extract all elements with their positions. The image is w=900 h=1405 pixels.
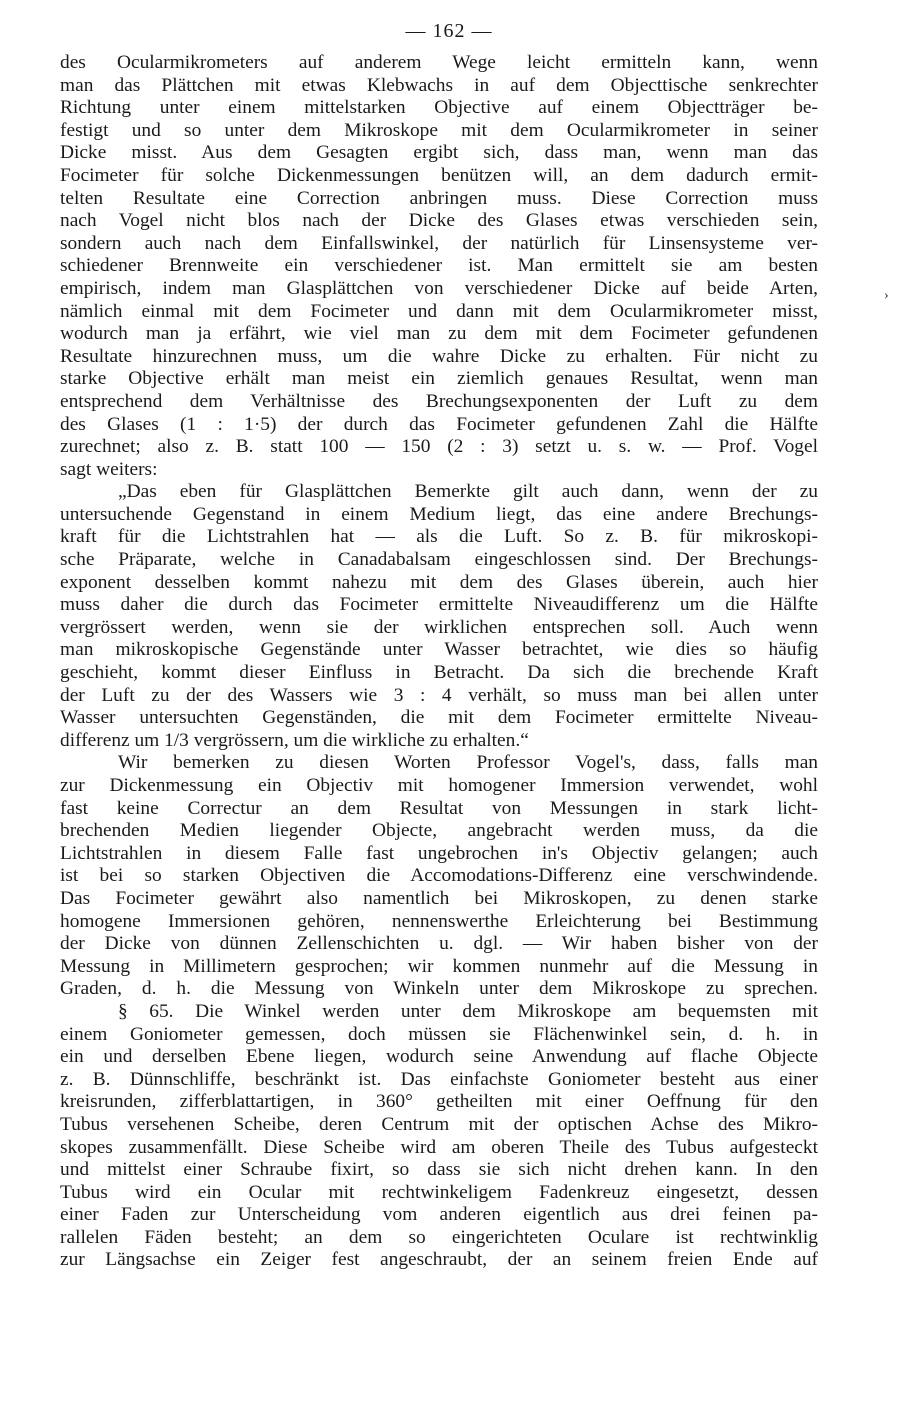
text-line: homogene Immersionen gehören, nennenswerthe Erleichterung bei Bestimmung — [60, 910, 818, 932]
text-line: z. B. Dünnschliffe, beschränkt ist. Das einfachste Goniometer besteht aus einer — [60, 1068, 818, 1090]
text-line: nämlich einmal mit dem Focimeter und dann mit dem Ocularmikrometer misst, — [60, 300, 818, 322]
text-line: geschieht, kommt dieser Einfluss in Betracht. Da sich die brechende Kraft — [60, 662, 818, 684]
text-line: Graden, d. h. die Messung von Winkeln unter dem Mikroskope zu sprechen. — [60, 978, 818, 1000]
text-line: sche Präparate, welche in Canadabalsam eingeschlossen sind. Der Brechungs- — [60, 549, 818, 571]
text-line: zurechnet; also z. B. statt 100 — 150 (2 : 3) setzt u. s. w. — Prof. Vogel — [60, 436, 818, 458]
text-line: der Luft zu der des Wassers wie 3 : 4 verhält, so muss man bei allen unter — [60, 684, 818, 706]
text-line: entsprechend dem Verhältnisse des Brechungsexponenten der Luft zu dem — [60, 390, 818, 412]
text-line: Richtung unter einem mittelstarken Objective auf einem Objectträger be- — [60, 97, 818, 119]
text-line: Lichtstrahlen in diesem Falle fast ungebrochen in's Objectiv gelangen; auch — [60, 842, 818, 864]
document-page — [60, 14, 818, 1272]
page-number: — 162 — — [405, 20, 493, 42]
margin-mark: › — [884, 288, 889, 303]
text-line: „Das eben für Glasplättchen Bemerkte gilt auch dann, wenn der zu — [118, 481, 818, 503]
text-line: des Ocularmikrometers auf anderem Wege leicht ermitteln kann, wenn — [60, 52, 818, 73]
text-line: sagt weiters: — [60, 458, 158, 480]
text-line: einem Goniometer gemessen, doch müssen sie Flächenwinkel sein, d. h. in — [60, 1023, 818, 1045]
text-line: starke Objective erhält man meist ein ziemlich genaues Resultat, wenn man — [60, 368, 818, 390]
text-line: festigt und so unter dem Mikroskope mit dem Ocularmikrometer in seiner — [60, 119, 818, 141]
text-line: muss daher die durch das Focimeter ermittelte Niveaudifferenz um die Hälfte — [60, 594, 818, 616]
text-line: ein und derselben Ebene liegen, wodurch seine Anwendung auf flache Objecte — [60, 1046, 818, 1068]
text-line: Wasser untersuchten Gegenständen, die mit dem Focimeter ermittelte Niveau- — [60, 707, 818, 729]
text-line: telten Resultate eine Correction anbringen muss. Diese Correction muss — [60, 187, 818, 209]
text-line: Das Focimeter gewährt also namentlich bei Mikroskopen, zu denen starke — [60, 887, 818, 909]
text-line: zur Dickenmessung ein Objectiv mit homogener Immersion verwendet, wohl — [60, 775, 818, 796]
text-line: Wir bemerken zu diesen Worten Professor Vogel's, dass, falls man — [118, 752, 818, 774]
text-line: schiedener Brennweite ein verschiedener ist. Man ermittelt sie am besten — [60, 255, 818, 277]
text-line: sondern auch nach dem Einfallswinkel, der natürlich für Linsensysteme ver- — [60, 232, 818, 254]
text-line: kreisrunden, zifferblattartigen, in 360° getheilten mit einer Oeffnung für den — [60, 1091, 818, 1113]
text-line: Tubus wird ein Ocular mit rechtwinkeligem Fadenkreuz eingesetzt, dessen — [60, 1181, 818, 1203]
text-line: Dicke misst. Aus dem Gesagten ergibt sich, dass man, wenn man das — [60, 142, 818, 164]
text-line: zur Längsachse ein Zeiger fest angeschraubt, der an seinem freien Ende auf — [60, 1249, 818, 1271]
text-line: Messung in Millimetern gesprochen; wir kommen nunmehr auf die Messung in — [60, 955, 818, 977]
text-line: § 65. Die Winkel werden unter dem Mikroskope am bequemsten mit — [118, 1000, 818, 1022]
text-line: nach Vogel nicht blos nach der Dicke des Glases etwas verschieden sein, — [60, 210, 818, 232]
text-line: exponent desselben kommt nahezu mit dem des Glases überein, auch hier — [60, 571, 818, 593]
text-line: man das Plättchen mit etwas Klebwachs in auf dem Objecttische senkrechter — [60, 74, 818, 96]
text-line: rallelen Fäden besteht; an dem so eingerichteten Oculare ist rechtwinklig — [60, 1226, 818, 1248]
text-line: ist bei so starken Objectiven die Accomodations-Differenz eine verschwindende. — [60, 865, 818, 887]
text-line: des Glases (1 : 1·5) der durch das Focimeter gefundenen Zahl die Hälfte — [60, 413, 818, 435]
text-line: fast keine Correctur an dem Resultat von Messungen in stark licht- — [60, 797, 818, 819]
text-line: der Dicke von dünnen Zellenschichten u. dgl. — Wir haben bisher von der — [60, 933, 818, 955]
text-line: Resultate hinzurechnen muss, um die wahre Dicke zu erhalten. Für nicht zu — [60, 345, 818, 367]
text-line: einer Faden zur Unterscheidung vom anderen eigentlich aus drei feinen pa- — [60, 1204, 818, 1226]
text-line: man mikroskopische Gegenstände unter Wasser betrachtet, wie dies so häufig — [60, 639, 818, 661]
text-line: empirisch, indem man Glasplättchen von verschiedener Dicke auf beide Arten, — [60, 277, 818, 299]
text-line: vergrössert werden, wenn sie der wirklichen entsprechen soll. Auch wenn — [60, 616, 818, 638]
text-line: Focimeter für solche Dickenmessungen benützen will, an dem dadurch ermit- — [60, 164, 818, 186]
text-line: kraft für die Lichtstrahlen hat — als die Luft. So z. B. für mikroskopi- — [60, 526, 818, 548]
text-line: Tubus versehenen Scheibe, deren Centrum mit der optischen Achse des Mikro- — [60, 1113, 818, 1135]
text-line: untersuchende Gegenstand in einem Medium liegt, das eine andere Brechungs- — [60, 503, 818, 525]
text-line: wodurch man ja erfährt, wie viel man zu dem mit dem Focimeter gefundenen — [60, 323, 818, 345]
text-line: skopes zusammenfällt. Diese Scheibe wird am oberen Theile des Tubus aufgesteckt — [60, 1136, 818, 1158]
text-line: brechenden Medien liegender Objecte, angebracht werden muss, da die — [60, 820, 818, 842]
text-line: differenz um 1/3 vergrössern, um die wirkliche zu erhalten.“ — [60, 729, 529, 751]
text-line: und mittelst einer Schraube fixirt, so dass sie sich nicht drehen kann. In den — [60, 1159, 818, 1181]
text-body — [60, 52, 818, 1272]
